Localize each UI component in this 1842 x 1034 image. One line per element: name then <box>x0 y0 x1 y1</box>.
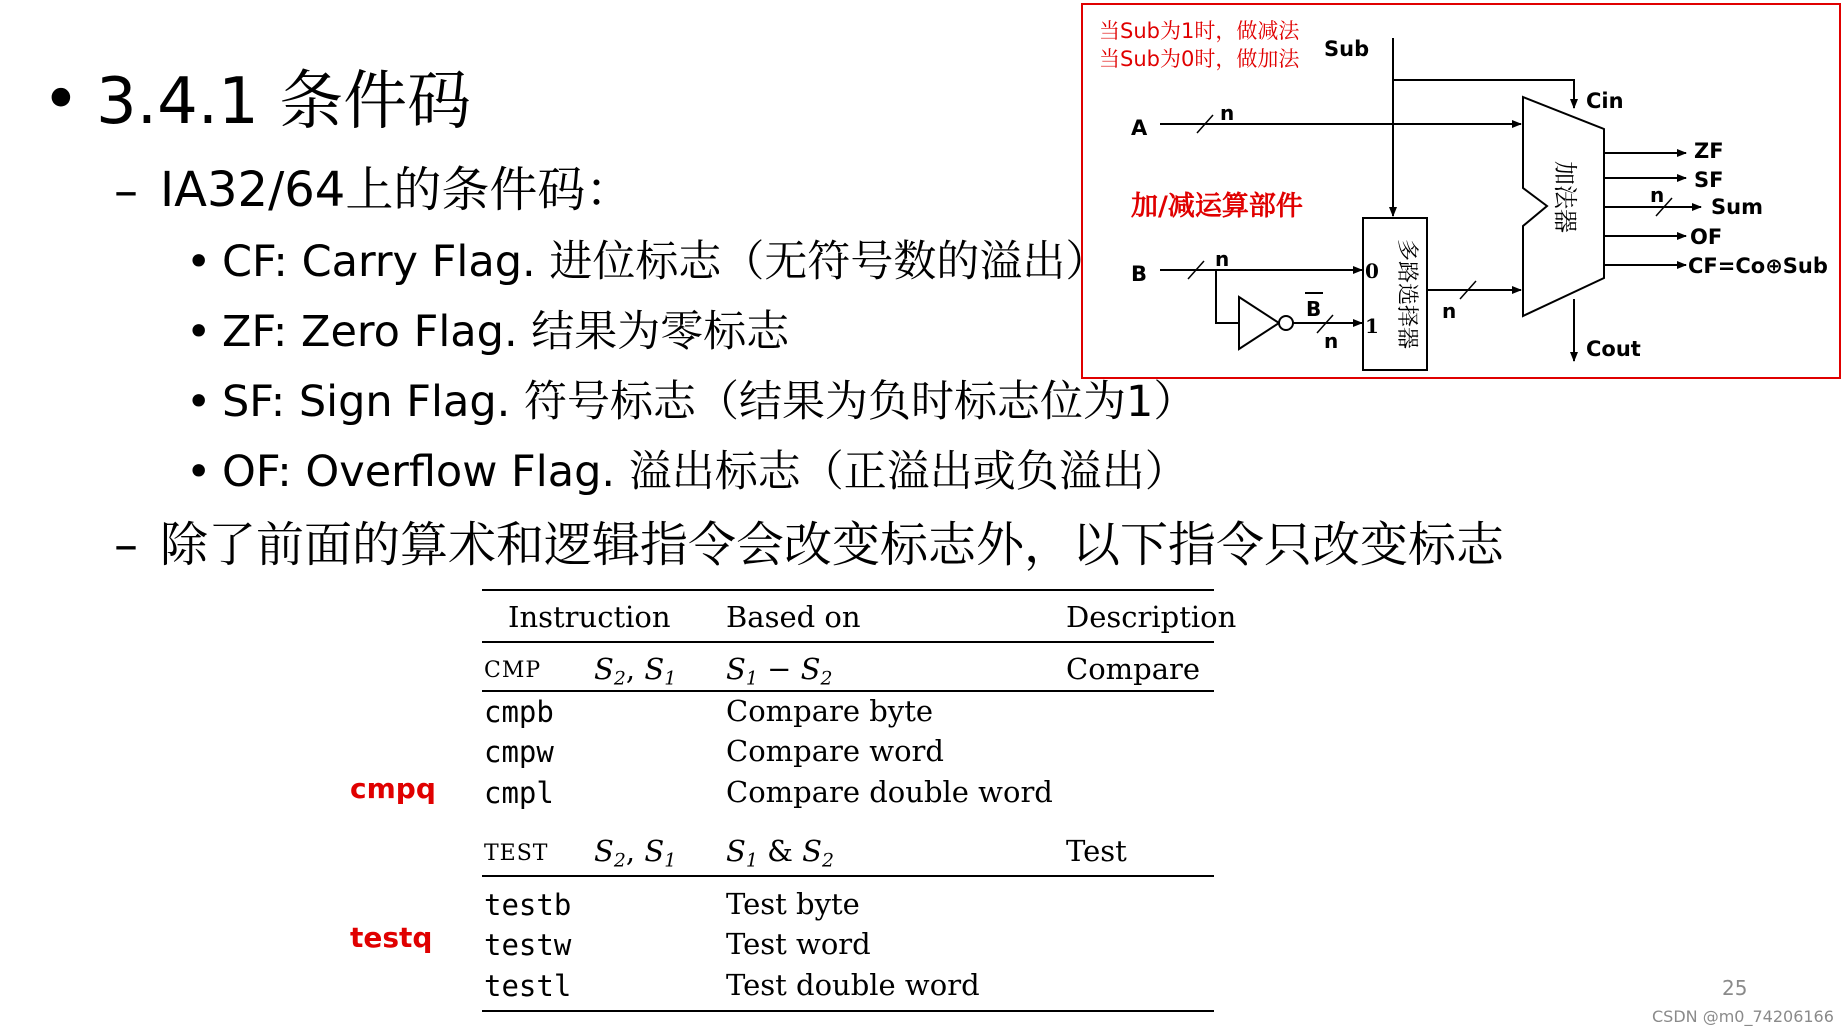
table-row-cmpw-based-on: Compare word <box>726 734 944 768</box>
cmpq-side-note: cmpq <box>350 772 436 805</box>
cmp-operands: $S_2$, $S_1$ <box>594 652 677 690</box>
output-sf: SF <box>1694 168 1724 192</box>
n-inv: n <box>1324 329 1339 353</box>
test-group-instr: TEST <box>484 841 549 866</box>
unit-label: 加/减运算部件 <box>1131 191 1303 222</box>
table-bottom-rule <box>482 1010 1214 1012</box>
header-based-on: Based on <box>726 600 861 634</box>
flag-bullet-dot: • <box>186 237 212 287</box>
table-row-cmpl-instr: cmpl <box>484 776 554 810</box>
test-description: Test <box>1066 834 1127 868</box>
sub-label: Sub <box>1324 37 1370 61</box>
table-row-testw-based-on: Test word <box>726 927 871 961</box>
note-line-2: 当Sub为0时，做加法 <box>1099 47 1300 71</box>
mux-label: 多路选择器 <box>1394 239 1419 350</box>
mux-in0: 0 <box>1365 259 1379 283</box>
sub-heading-flag-instructions: 除了前面的算术和逻辑指令会改变标志外，以下指令只改变标志 <box>160 517 1505 573</box>
a-label: A <box>1131 116 1148 140</box>
b-bar-label: B <box>1306 297 1322 321</box>
test-group-rule <box>482 875 1214 877</box>
mux-in1: 1 <box>1365 314 1379 338</box>
test-operands: $S_2$, $S_1$ <box>594 834 677 872</box>
table-row-testb-instr: testb <box>484 888 572 922</box>
table-top-rule <box>482 589 1214 591</box>
flag-bullet-dot: • <box>186 447 212 497</box>
table-row-testw-instr: testw <box>484 928 572 962</box>
sub-bullet-dash: – <box>114 517 138 573</box>
output-of: OF <box>1690 225 1723 249</box>
sub-heading-condition-codes: IA32/64上的条件码： <box>160 162 634 218</box>
cmp-description: Compare <box>1066 652 1201 686</box>
table-row-cmpl-based-on: Compare double word <box>726 775 1053 809</box>
testq-side-note: testq <box>350 921 433 954</box>
note-line-1: 当Sub为1时，做减法 <box>1099 19 1300 43</box>
n-mux: n <box>1442 299 1457 323</box>
n-a: n <box>1220 101 1235 125</box>
test-based-on: $S_1$ & $S_2$ <box>726 834 835 872</box>
watermark: CSDN @m0_74206166 <box>1652 1007 1834 1026</box>
table-row-testl-based-on: Test double word <box>726 968 980 1002</box>
cout-label: Cout <box>1586 337 1641 361</box>
n-sum: n <box>1650 183 1665 207</box>
cmp-group-instr: CMP <box>484 658 542 683</box>
output-cf: CF=Co⊕Sub <box>1688 254 1828 278</box>
flag-bullet-dot: • <box>186 307 212 357</box>
table-header-rule <box>482 641 1214 643</box>
flag-bullet-dot: • <box>186 377 212 427</box>
header-description: Description <box>1066 600 1237 634</box>
flag-sf: SF: Sign Flag. 符号标志（结果为负时标志位为1） <box>222 377 1197 427</box>
cin-wire <box>1393 80 1574 108</box>
table-row-testb-based-on: Test byte <box>726 887 860 921</box>
adder-subtractor-diagram <box>1081 3 1842 381</box>
inverter-icon <box>1239 297 1279 349</box>
header-instruction: Instruction <box>508 600 671 634</box>
table-row-testl-instr: testl <box>484 969 572 1003</box>
flag-of: OF: Overflow Flag. 溢出标志（正溢出或负溢出） <box>222 447 1188 497</box>
cin-label: Cin <box>1586 89 1624 113</box>
flag-zf: ZF: Zero Flag. 结果为零标志 <box>222 307 790 357</box>
title-bullet-dot: • <box>42 63 80 137</box>
output-sum: Sum <box>1711 195 1763 219</box>
table-row-cmpb-based-on: Compare byte <box>726 694 934 728</box>
output-zf: ZF <box>1694 139 1724 163</box>
cmp-group-rule <box>482 690 1214 692</box>
b-label: B <box>1131 262 1148 286</box>
cmp-based-on: $S_1 - S_2$ <box>726 652 833 690</box>
table-row-cmpb-instr: cmpb <box>484 695 554 729</box>
n-b: n <box>1215 247 1230 271</box>
adder-label: 加法器 <box>1551 161 1579 233</box>
table-row-cmpw-instr: cmpw <box>484 735 554 769</box>
section-title: 3.4.1 条件码 <box>96 65 472 139</box>
sub-bullet-dash: – <box>114 163 138 219</box>
inverter-bubble <box>1279 316 1293 330</box>
page-number: 25 <box>1722 976 1748 1000</box>
inverter-input-wire <box>1216 270 1239 323</box>
flag-cf: CF: Carry Flag. 进位标志（无符号数的溢出） <box>222 237 1109 287</box>
